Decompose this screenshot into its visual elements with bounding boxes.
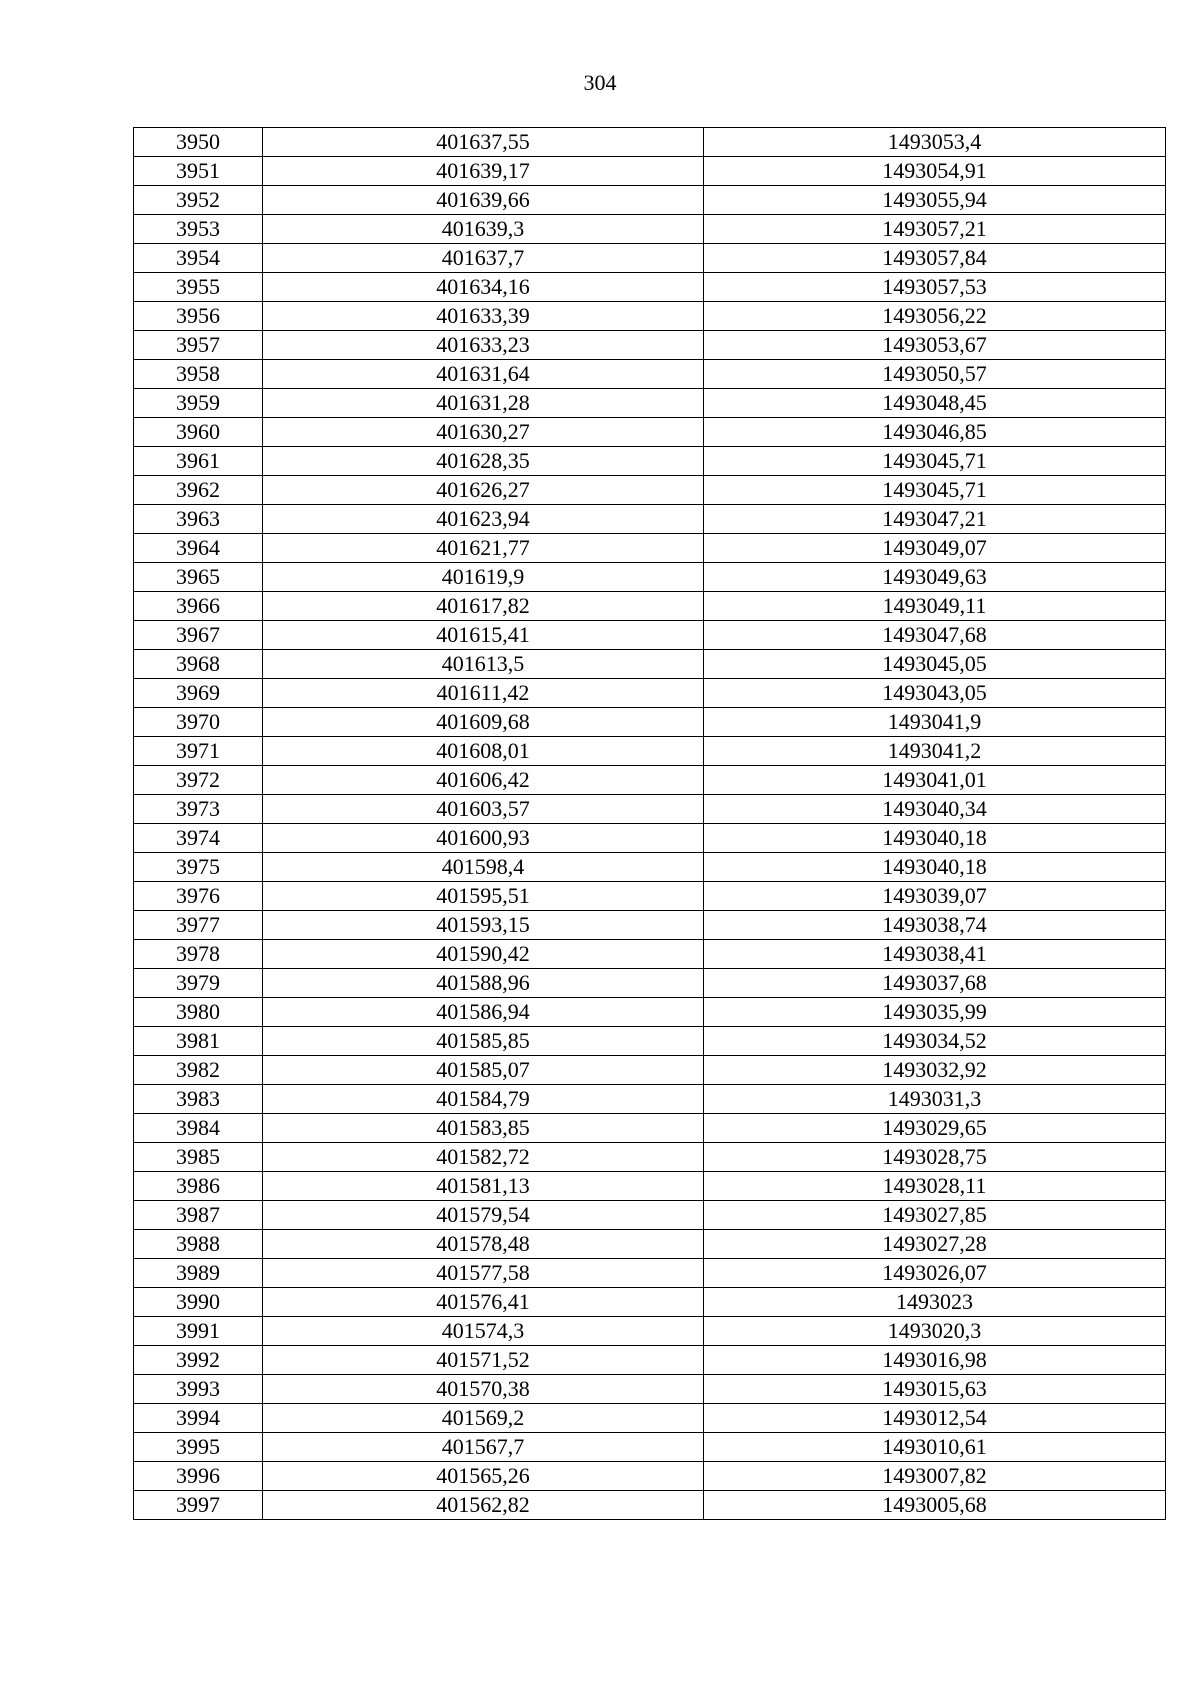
x-coordinate-cell: 401639,66 — [263, 186, 704, 215]
point-number-cell: 3964 — [134, 534, 263, 563]
y-coordinate-cell: 1493026,07 — [704, 1259, 1166, 1288]
point-number-cell: 3952 — [134, 186, 263, 215]
x-coordinate-cell: 401578,48 — [263, 1230, 704, 1259]
table-row — [134, 215, 1166, 244]
point-number-cell: 3953 — [134, 215, 263, 244]
y-coordinate-cell: 1493040,34 — [704, 795, 1166, 824]
x-coordinate-cell: 401571,52 — [263, 1346, 704, 1375]
x-coordinate-cell: 401611,42 — [263, 679, 704, 708]
y-coordinate-cell: 1493040,18 — [704, 824, 1166, 853]
y-coordinate-cell: 1493040,18 — [704, 853, 1166, 882]
x-coordinate-cell: 401623,94 — [263, 505, 704, 534]
table-row — [134, 1230, 1166, 1259]
x-coordinate-cell: 401579,54 — [263, 1201, 704, 1230]
point-number-cell: 3951 — [134, 157, 263, 186]
y-coordinate-cell: 1493016,98 — [704, 1346, 1166, 1375]
x-coordinate-cell: 401583,85 — [263, 1114, 704, 1143]
x-coordinate-cell: 401615,41 — [263, 621, 704, 650]
y-coordinate-cell: 1493029,65 — [704, 1114, 1166, 1143]
table-row — [134, 998, 1166, 1027]
y-coordinate-cell: 1493012,54 — [704, 1404, 1166, 1433]
point-number-cell: 3987 — [134, 1201, 263, 1230]
point-number-cell: 3963 — [134, 505, 263, 534]
point-number-cell: 3955 — [134, 273, 263, 302]
y-coordinate-cell: 1493032,92 — [704, 1056, 1166, 1085]
table-row — [134, 244, 1166, 273]
y-coordinate-cell: 1493020,3 — [704, 1317, 1166, 1346]
coordinates-table — [133, 127, 1166, 1520]
table-row — [134, 940, 1166, 969]
table-row — [134, 621, 1166, 650]
table-row — [134, 389, 1166, 418]
y-coordinate-cell: 1493041,2 — [704, 737, 1166, 766]
x-coordinate-cell: 401565,26 — [263, 1462, 704, 1491]
x-coordinate-cell: 401562,82 — [263, 1491, 704, 1520]
y-coordinate-cell: 1493045,71 — [704, 476, 1166, 505]
x-coordinate-cell: 401626,27 — [263, 476, 704, 505]
y-coordinate-cell: 1493046,85 — [704, 418, 1166, 447]
y-coordinate-cell: 1493041,01 — [704, 766, 1166, 795]
y-coordinate-cell: 1493043,05 — [704, 679, 1166, 708]
table-row — [134, 1462, 1166, 1491]
x-coordinate-cell: 401637,55 — [263, 128, 704, 157]
x-coordinate-cell: 401570,38 — [263, 1375, 704, 1404]
table-row — [134, 1172, 1166, 1201]
point-number-cell: 3957 — [134, 331, 263, 360]
x-coordinate-cell: 401633,39 — [263, 302, 704, 331]
point-number-cell: 3954 — [134, 244, 263, 273]
x-coordinate-cell: 401574,3 — [263, 1317, 704, 1346]
table-row — [134, 476, 1166, 505]
table-row — [134, 708, 1166, 737]
table-row — [134, 766, 1166, 795]
x-coordinate-cell: 401619,9 — [263, 563, 704, 592]
table-row — [134, 1027, 1166, 1056]
x-coordinate-cell: 401603,57 — [263, 795, 704, 824]
point-number-cell: 3979 — [134, 969, 263, 998]
point-number-cell: 3976 — [134, 882, 263, 911]
page-number: 304 — [583, 70, 617, 95]
x-coordinate-cell: 401639,3 — [263, 215, 704, 244]
point-number-cell: 3950 — [134, 128, 263, 157]
table-row — [134, 1259, 1166, 1288]
x-coordinate-cell: 401606,42 — [263, 766, 704, 795]
y-coordinate-cell: 1493037,68 — [704, 969, 1166, 998]
y-coordinate-cell: 1493035,99 — [704, 998, 1166, 1027]
x-coordinate-cell: 401586,94 — [263, 998, 704, 1027]
x-coordinate-cell: 401569,2 — [263, 1404, 704, 1433]
x-coordinate-cell: 401608,01 — [263, 737, 704, 766]
x-coordinate-cell: 401613,5 — [263, 650, 704, 679]
x-coordinate-cell: 401576,41 — [263, 1288, 704, 1317]
x-coordinate-cell: 401633,23 — [263, 331, 704, 360]
point-number-cell: 3970 — [134, 708, 263, 737]
x-coordinate-cell: 401600,93 — [263, 824, 704, 853]
x-coordinate-cell: 401634,16 — [263, 273, 704, 302]
y-coordinate-cell: 1493005,68 — [704, 1491, 1166, 1520]
x-coordinate-cell: 401567,7 — [263, 1433, 704, 1462]
point-number-cell: 3986 — [134, 1172, 263, 1201]
y-coordinate-cell: 1493027,28 — [704, 1230, 1166, 1259]
y-coordinate-cell: 1493045,05 — [704, 650, 1166, 679]
x-coordinate-cell: 401593,15 — [263, 911, 704, 940]
table-row — [134, 737, 1166, 766]
x-coordinate-cell: 401585,07 — [263, 1056, 704, 1085]
table-row — [134, 331, 1166, 360]
table-row — [134, 1085, 1166, 1114]
point-number-cell: 3983 — [134, 1085, 263, 1114]
y-coordinate-cell: 1493047,68 — [704, 621, 1166, 650]
y-coordinate-cell: 1493045,71 — [704, 447, 1166, 476]
point-number-cell: 3980 — [134, 998, 263, 1027]
table-row — [134, 1114, 1166, 1143]
x-coordinate-cell: 401590,42 — [263, 940, 704, 969]
y-coordinate-cell: 1493028,11 — [704, 1172, 1166, 1201]
x-coordinate-cell: 401588,96 — [263, 969, 704, 998]
point-number-cell: 3973 — [134, 795, 263, 824]
y-coordinate-cell: 1493053,67 — [704, 331, 1166, 360]
point-number-cell: 3985 — [134, 1143, 263, 1172]
point-number-cell: 3997 — [134, 1491, 263, 1520]
coordinates-table-body — [134, 128, 1166, 1520]
y-coordinate-cell: 1493049,11 — [704, 592, 1166, 621]
table-row — [134, 911, 1166, 940]
point-number-cell: 3984 — [134, 1114, 263, 1143]
table-row — [134, 563, 1166, 592]
point-number-cell: 3974 — [134, 824, 263, 853]
y-coordinate-cell: 1493056,22 — [704, 302, 1166, 331]
y-coordinate-cell: 1493041,9 — [704, 708, 1166, 737]
point-number-cell: 3994 — [134, 1404, 263, 1433]
table-row — [134, 679, 1166, 708]
point-number-cell: 3960 — [134, 418, 263, 447]
point-number-cell: 3959 — [134, 389, 263, 418]
point-number-cell: 3962 — [134, 476, 263, 505]
table-row — [134, 1346, 1166, 1375]
point-number-cell: 3989 — [134, 1259, 263, 1288]
y-coordinate-cell: 1493034,52 — [704, 1027, 1166, 1056]
y-coordinate-cell: 1493053,4 — [704, 128, 1166, 157]
point-number-cell: 3982 — [134, 1056, 263, 1085]
y-coordinate-cell: 1493047,21 — [704, 505, 1166, 534]
y-coordinate-cell: 1493023 — [704, 1288, 1166, 1317]
point-number-cell: 3975 — [134, 853, 263, 882]
table-row — [134, 534, 1166, 563]
point-number-cell: 3991 — [134, 1317, 263, 1346]
y-coordinate-cell: 1493027,85 — [704, 1201, 1166, 1230]
table-row — [134, 882, 1166, 911]
y-coordinate-cell: 1493055,94 — [704, 186, 1166, 215]
table-row — [134, 447, 1166, 476]
point-number-cell: 3996 — [134, 1462, 263, 1491]
point-number-cell: 3968 — [134, 650, 263, 679]
x-coordinate-cell: 401630,27 — [263, 418, 704, 447]
x-coordinate-cell: 401577,58 — [263, 1259, 704, 1288]
table-row — [134, 1288, 1166, 1317]
point-number-cell: 3967 — [134, 621, 263, 650]
y-coordinate-cell: 1493007,82 — [704, 1462, 1166, 1491]
table-row — [134, 795, 1166, 824]
table-row — [134, 1201, 1166, 1230]
x-coordinate-cell: 401581,13 — [263, 1172, 704, 1201]
point-number-cell: 3993 — [134, 1375, 263, 1404]
y-coordinate-cell: 1493049,07 — [704, 534, 1166, 563]
y-coordinate-cell: 1493038,41 — [704, 940, 1166, 969]
x-coordinate-cell: 401595,51 — [263, 882, 704, 911]
x-coordinate-cell: 401631,64 — [263, 360, 704, 389]
y-coordinate-cell: 1493057,84 — [704, 244, 1166, 273]
table-row — [134, 1491, 1166, 1520]
table-row — [134, 360, 1166, 389]
table-row — [134, 418, 1166, 447]
x-coordinate-cell: 401637,7 — [263, 244, 704, 273]
table-row — [134, 592, 1166, 621]
table-row — [134, 1375, 1166, 1404]
point-number-cell: 3981 — [134, 1027, 263, 1056]
x-coordinate-cell: 401584,79 — [263, 1085, 704, 1114]
table-row — [134, 1433, 1166, 1462]
table-row — [134, 157, 1166, 186]
x-coordinate-cell: 401617,82 — [263, 592, 704, 621]
y-coordinate-cell: 1493028,75 — [704, 1143, 1166, 1172]
point-number-cell: 3978 — [134, 940, 263, 969]
y-coordinate-cell: 1493054,91 — [704, 157, 1166, 186]
point-number-cell: 3992 — [134, 1346, 263, 1375]
point-number-cell: 3988 — [134, 1230, 263, 1259]
table-row — [134, 1404, 1166, 1433]
table-row — [134, 505, 1166, 534]
point-number-cell: 3958 — [134, 360, 263, 389]
table-row — [134, 824, 1166, 853]
y-coordinate-cell: 1493057,21 — [704, 215, 1166, 244]
y-coordinate-cell: 1493048,45 — [704, 389, 1166, 418]
point-number-cell: 3965 — [134, 563, 263, 592]
table-row — [134, 650, 1166, 679]
table-row — [134, 853, 1166, 882]
point-number-cell: 3977 — [134, 911, 263, 940]
x-coordinate-cell: 401585,85 — [263, 1027, 704, 1056]
y-coordinate-cell: 1493010,61 — [704, 1433, 1166, 1462]
table-row — [134, 1317, 1166, 1346]
y-coordinate-cell: 1493039,07 — [704, 882, 1166, 911]
y-coordinate-cell: 1493057,53 — [704, 273, 1166, 302]
x-coordinate-cell: 401628,35 — [263, 447, 704, 476]
x-coordinate-cell: 401609,68 — [263, 708, 704, 737]
point-number-cell: 3969 — [134, 679, 263, 708]
x-coordinate-cell: 401631,28 — [263, 389, 704, 418]
x-coordinate-cell: 401582,72 — [263, 1143, 704, 1172]
table-row — [134, 186, 1166, 215]
table-row — [134, 273, 1166, 302]
table-row — [134, 128, 1166, 157]
point-number-cell: 3990 — [134, 1288, 263, 1317]
table-row — [134, 1143, 1166, 1172]
y-coordinate-cell: 1493050,57 — [704, 360, 1166, 389]
point-number-cell: 3961 — [134, 447, 263, 476]
y-coordinate-cell: 1493049,63 — [704, 563, 1166, 592]
table-row — [134, 302, 1166, 331]
x-coordinate-cell: 401621,77 — [263, 534, 704, 563]
y-coordinate-cell: 1493038,74 — [704, 911, 1166, 940]
table-row — [134, 969, 1166, 998]
point-number-cell: 3966 — [134, 592, 263, 621]
y-coordinate-cell: 1493031,3 — [704, 1085, 1166, 1114]
x-coordinate-cell: 401639,17 — [263, 157, 704, 186]
point-number-cell: 3995 — [134, 1433, 263, 1462]
point-number-cell: 3971 — [134, 737, 263, 766]
x-coordinate-cell: 401598,4 — [263, 853, 704, 882]
point-number-cell: 3972 — [134, 766, 263, 795]
point-number-cell: 3956 — [134, 302, 263, 331]
table-row — [134, 1056, 1166, 1085]
y-coordinate-cell: 1493015,63 — [704, 1375, 1166, 1404]
